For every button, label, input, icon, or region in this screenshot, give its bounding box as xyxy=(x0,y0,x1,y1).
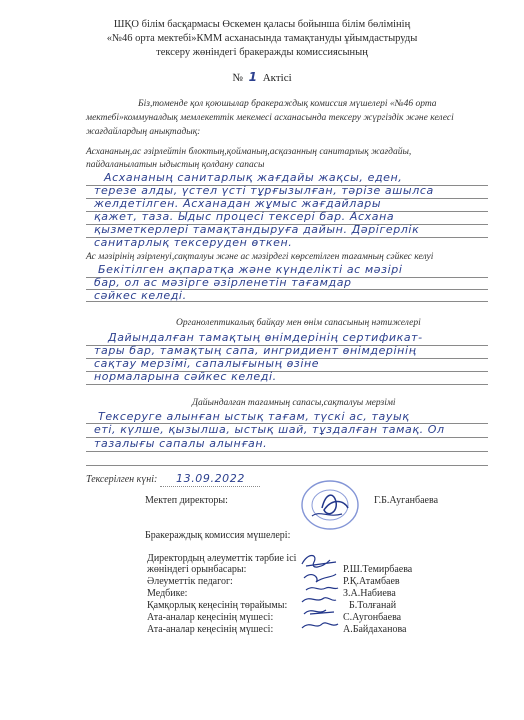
section4-hand-2: еті, күлше, қызылша, ыстық шай, тұздалған тамақ. Ол xyxy=(94,423,445,436)
member-1-role: Директордың әлеуметтік тәрбие ісі xyxy=(147,553,297,564)
member-signatures xyxy=(296,548,344,638)
act-word: Актісі xyxy=(262,72,292,84)
director-label: Мектеп директоры: xyxy=(145,495,228,506)
member-4-role: Қамқорлық кеңесінің төрайымы: xyxy=(147,600,288,611)
school-seal-stamp xyxy=(298,478,362,532)
member-1-name: Р.Ш.Темирбаева xyxy=(343,564,413,575)
intro-line-1: Біз,томенде қол қоюшылар бракераждық комиссия мүшелері «№46 орта xyxy=(138,99,437,109)
section3-hand-4: нормаларына сәйкес келеді. xyxy=(94,370,277,383)
director-name: Г.Б.Ауганбаева xyxy=(374,495,439,506)
member-3-role: Медбике: xyxy=(147,588,188,599)
header-line-1: ШҚО білім басқармасы Өскемен қаласы бойынша білім бөлімінің xyxy=(113,19,411,30)
intro-line-3: жағдайлардың анықтадық: xyxy=(86,127,201,137)
section1-hand-3: желдетілген. Асханадан жұмыс жағдайлары xyxy=(94,197,382,210)
section4-hand-3: тазалығы сапалы алынған. xyxy=(94,437,268,450)
member-5-name: С.Аугонбаева xyxy=(343,612,402,623)
section2-hand-1: Бекітілген ақпаратқа және күнделікті ас мәзірі xyxy=(98,263,403,276)
section1-label-1: Асхананың,ас әзірлейтін блоктың,қойманың,асқазанның санитарлық жағдайы, xyxy=(86,147,412,157)
section1-hand-2: терезе алды, үстел үсті тұрғызылған, тәрізе ашылса xyxy=(94,184,434,197)
act-title xyxy=(0,70,524,84)
section4-label: Дайындалған тағамның сапасы,сақталуы мерзімі xyxy=(192,398,396,408)
section1-hand-5: қызметкерлері тамақтандыруға дайын. Дәрігерлік xyxy=(94,223,420,236)
section3-hand-1: Дайындалған тамақтың өнімдерінің сертификат- xyxy=(108,331,423,344)
checked-date-label: Тексерілген күні: xyxy=(86,474,158,485)
section4-rule-3 xyxy=(86,451,488,452)
checked-date-value: 13.09.2022 xyxy=(176,472,245,485)
member-4-name: Б.Толғанай xyxy=(349,600,397,611)
section3-rule-4 xyxy=(86,384,488,385)
section3-label: Органолептикалық байқау мен өнім сапасының нәтижелері xyxy=(176,318,421,328)
member-5-role: Ата-аналар кеңесінің мүшесі: xyxy=(147,612,274,623)
section4-rule-4 xyxy=(86,465,488,466)
section2-hand-2: бар, ол ас мәзірге әзірленетін тағамдар xyxy=(94,276,352,289)
intro-line-2: мектебі»коммуналдық мемлекеттік мекемесі асханасында тексеру жүргіздік және келесі xyxy=(86,113,454,123)
section1-label-2: пайдаланылатын ыдыстың қолдану сапасы xyxy=(86,160,265,170)
member-6-name: А.Байдаханова xyxy=(343,624,407,635)
section3-hand-3: сақтау мерзімі, сапалығының өзіне xyxy=(94,357,320,370)
section3-hand-2: тары бар, тамақтың сапа, ингридиент өнімдерінің xyxy=(94,344,417,357)
section1-hand-1: Асхананың санитарлық жағдайы жақсы, еден, xyxy=(104,171,403,184)
member-1-role-2: жөніндегі орынбасары: xyxy=(147,564,247,575)
act-prefix: № xyxy=(232,72,243,84)
member-3-name: З.А.Набиева xyxy=(343,588,396,599)
checked-date-rule xyxy=(160,486,260,487)
section2-label: Ас мәзірінің әзірленуі,сақталуы және ас мәзірдегі көрсетілген тағамның сәйкес келуі xyxy=(86,252,434,262)
act-number: 1 xyxy=(248,70,257,84)
header-line-3: тексеру жөніндегі бракеражды комиссиясының xyxy=(156,47,368,58)
commission-label: Бракераждық комиссия мүшелері: xyxy=(145,530,291,541)
section4-hand-1: Тексеруге алынған ыстық тағам, түскі ас, тауық xyxy=(98,410,410,423)
section1-hand-4: қажет, таза. Ыдыс процесі тексері бар. Асхана xyxy=(94,210,395,223)
section2-hand-3: сәйкес келеді. xyxy=(94,289,187,302)
header-line-2: «№46 орта мектебі»КММ асханасында тамақтануды ұйымдастыруды xyxy=(106,33,418,44)
section1-hand-6: санитарлық тексеруден өткен. xyxy=(94,236,293,249)
member-2-role: Әлеуметтік педагог: xyxy=(147,576,233,587)
member-2-name: Р.Қ.Атамбаев xyxy=(343,576,400,587)
member-6-role: Ата-аналар кеңесінің мүшесі: xyxy=(147,624,274,635)
